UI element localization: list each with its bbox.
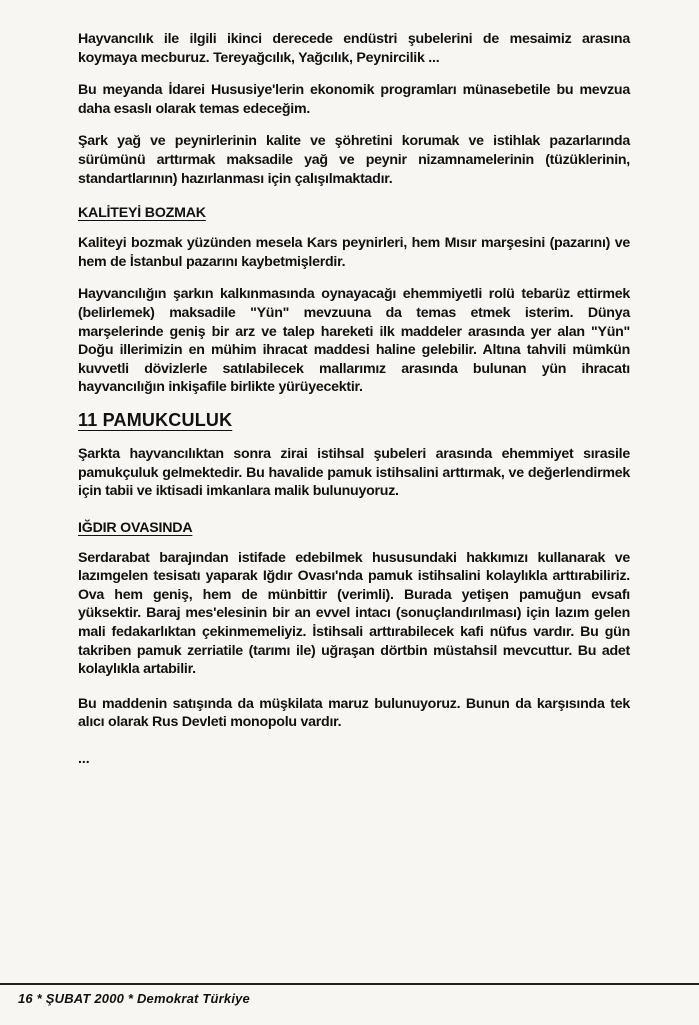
heading-pamukculuk: 11 PAMUKCULUK <box>78 409 233 430</box>
paragraph-pamukculuk: Şarkta hayvancılıktan sonra zirai istihsal şubeleri arasında ehemmiyet sırasile pamukçuluk gelmektedir. Bu havalide pamuk istihsalini arttırmak, ve değerlendirmek için tabii ve iktisadi imkanlara malik bulunuyoruz. <box>78 445 630 500</box>
heading-kaliteyi-bozmak: KALİTEYİ BOZMAK <box>78 205 206 222</box>
footer-divider <box>0 983 699 985</box>
trailing-ellipsis: ... <box>78 750 90 767</box>
paragraph-idarei-hususiye: Bu meyanda İdarei Hususiye'lerin ekonomik programları münasebetile bu mevzua daha esaslı olarak temas edeceğim. <box>78 82 630 117</box>
paragraph-industry: Hayvancılık ile ilgili ikinci derecede endüstri şubelerini de mesaimiz arasına koymaya mecburuz. Tereyağcılık, Yağcılık, Peynircilik ... <box>78 31 630 66</box>
heading-igdir-ovasinda: IĞDIR OVASINDA <box>78 519 193 536</box>
paragraph-rus-monopolu: Bu maddenin satışında da müşkilata maruz bulunuyoruz. Bunun da karşısında tek alıcı olarak Rus Devleti monopolu vardır. <box>78 695 630 731</box>
paragraph-yun: Hayvancılığın şarkın kalkınmasında oynayacağı ehemmiyetli rolü tebarüz ettirmek (belirlemek) maksadile "Yün" mevzuuna da temas etmek isterim. Dünya marşelerinde geniş bir arz ve talep hareketi ilk maddeler arasında yer alan "Yün" Doğu illerimizin en mühim ihracat maddesi haline gelebilir. Altına tahvili mümkün kuvvetli dövizlerle satılabilecek mallarımız arasında bulunan yün ihracatı hayvancılığın inkişafile birlikte yürüyecektir. <box>78 286 630 396</box>
article-body <box>78 30 630 766</box>
page-footer: 16 * ŞUBAT 2000 * Demokrat Türkiye <box>18 991 250 1006</box>
paragraph-serdarabat: Serdarabat barajından istifade edebilmek hususundaki hakkımızı kullanarak ve lazımgelen tesisatı yaparak Iğdır Ovası'nda pamuk istihsalini kolaylıkla arttırabiliriz. Ova hem geniş, hem de münbittir (verimli). Burada yetişen pamuğun evsafı yüksektir. Baraj mes'elesinin bir an evvel intacı (sonuçlandırılması) için lazım gelen mali fedakarlıktan çekinmemeliyiz. İstihsali arttırabilecek kafi nüfus vardır. Bu gün takriben pamuk zerriatile (tarımı ile) uğraşan dörtbin müstahsil mevcuttur. Bu adet kolaylıkla artabilir. <box>78 549 630 678</box>
paragraph-kars-peynir: Kaliteyi bozmak yüzünden mesela Kars peynirleri, hem Mısır marşesini (pazarını) ve hem de İstanbul pazarını kaybetmişlerdir. <box>78 235 630 270</box>
paragraph-sark-yag: Şark yağ ve peynirlerinin kalite ve şöhretini korumak ve istihlak pazarlarında sürümünü arttırmak maksadile yağ ve peynir nizamnamelerinin (tüzüklerinin, standartlarının) hazırlanması için çalışılmaktadır. <box>78 133 630 187</box>
